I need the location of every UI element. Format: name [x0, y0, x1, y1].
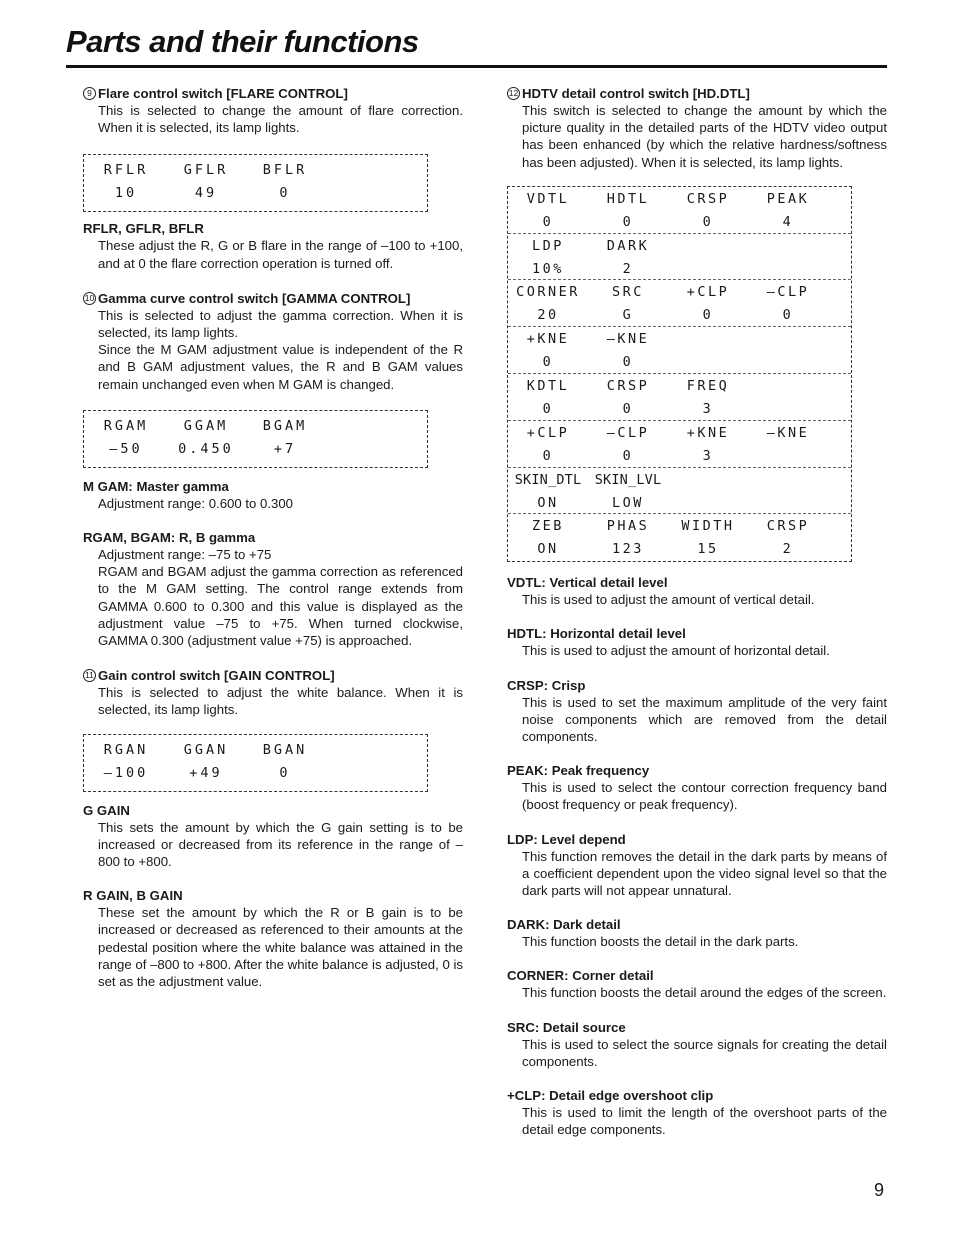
cell-value: 0 — [622, 447, 634, 464]
cell-value: 2 — [622, 260, 634, 277]
gain-display — [83, 734, 428, 792]
display-value: 0.450 — [178, 440, 234, 457]
cell-value: 123 — [612, 541, 644, 558]
cell-value: 3 — [702, 447, 714, 464]
cell-label: CORNER — [516, 284, 580, 301]
cell-label: SRC — [612, 284, 644, 301]
table-row — [508, 514, 851, 561]
cell-label: SKIN_LVL — [594, 471, 662, 488]
display-value: 0 — [279, 764, 291, 781]
cell-value: 3 — [702, 401, 714, 417]
cell-label: –KNE — [766, 424, 810, 441]
table-row — [508, 374, 851, 421]
gain-heading — [83, 667, 463, 684]
cell-value: 2 — [782, 541, 794, 558]
number-9-icon: 9 — [83, 87, 96, 100]
gain-body: This is selected to adjust the white balance. When it is selected, its lamp lights. — [98, 685, 463, 718]
ldp-term: LDP: Level depend — [507, 831, 626, 847]
mgam-body: Adjustment range: 0.600 to 0.300 — [98, 495, 294, 511]
display-value: 49 — [194, 185, 218, 202]
display-label: RFLR — [103, 162, 149, 179]
cell-label: +CLP — [526, 424, 570, 441]
cell-value: 15 — [697, 541, 719, 558]
right-column — [507, 85, 887, 1138]
cell-value: G — [622, 307, 634, 324]
g-gain-body: This sets the amount by which the G gain setting is to be increased or decreased from its reference in the range of –800 to +800. — [98, 819, 463, 870]
cell-value: 10% — [532, 260, 564, 277]
flare-display — [83, 154, 428, 212]
cell-label: CRSP — [686, 190, 730, 207]
cell-label: SKIN_DTL — [514, 471, 582, 488]
vdtl-text: This is used to adjust the amount of vertical detail. — [522, 592, 815, 608]
cell-value: 0 — [782, 307, 794, 324]
table-row — [508, 421, 851, 468]
cell-value: 0 — [622, 401, 634, 417]
cell-value: 0 — [542, 401, 554, 417]
crsp-term: CRSP: Crisp — [507, 677, 586, 693]
rbgam-body-2: RGAM and BGAM adjust the gamma correction as referenced to the M GAM setting. The control range extends from GAMMA 0.600 to 0.300 and this value is displayed as the adjustment value –75 to +75. When turned clockwise, GAMMA 0.300 (adjustment value +75) is approached. — [98, 564, 463, 649]
display-value: +49 — [189, 764, 223, 781]
cell-value: LOW — [612, 494, 644, 511]
cell-label: HDTL — [606, 190, 650, 207]
flare-heading-text: Flare control switch [FLARE CONTROL] — [98, 86, 348, 101]
cell-label: LDP — [532, 237, 564, 254]
hdtv-heading-text: HDTV detail control switch [HD.DTL] — [522, 86, 750, 101]
rbgam-body-1: Adjustment range: –75 to +75 — [98, 547, 272, 563]
table-row — [508, 468, 851, 515]
cell-label: –CLP — [766, 284, 810, 301]
cell-label: –CLP — [606, 424, 650, 441]
dark-term: DARK: Dark detail — [507, 917, 621, 933]
crsp-text: This is used to set the maximum amplitude of the very faint noise components which are removed from the detail components. — [522, 694, 887, 744]
display-value: 0 — [279, 185, 291, 202]
display-label: GGAM — [183, 417, 229, 434]
cell-value: 4 — [782, 213, 794, 230]
display-label: GGAN — [183, 741, 229, 758]
cell-label: KDTL — [526, 378, 570, 394]
flare-heading — [83, 85, 463, 102]
cell-value: 0 — [622, 213, 634, 230]
cell-value: ON — [537, 541, 559, 558]
gamma-heading-text: Gamma curve control switch [GAMMA CONTROL] — [98, 290, 411, 306]
page-number: 9 — [874, 1180, 885, 1200]
cell-label: +KNE — [686, 424, 730, 441]
cell-value: ON — [537, 494, 559, 511]
display-label: BGAM — [262, 417, 308, 434]
flare-sub-heading: RFLR, GFLR, BFLR — [83, 221, 204, 237]
cell-value: 20 — [537, 307, 559, 324]
flare-sub-body: These adjust the R, G or B flare in the range of –100 to +100, and at 0 the flare correction operation is turned off. — [98, 238, 463, 271]
src-term: SRC: Detail source — [507, 1019, 626, 1035]
title-rule — [66, 65, 887, 68]
rbgam-heading: RGAM, BGAM: R, B gamma — [83, 530, 256, 546]
cell-label: CRSP — [766, 518, 810, 535]
number-12-icon: 12 — [508, 88, 519, 98]
cell-label: CRSP — [606, 378, 650, 394]
cell-label: FREQ — [686, 378, 730, 394]
display-label: RGAN — [103, 741, 149, 758]
cell-label: –KNE — [606, 331, 650, 348]
cell-value: 0 — [542, 354, 554, 371]
peak-text: This is used to select the contour correction frequency band (boost frequency or peak frequency). — [522, 780, 887, 813]
hdtl-term: HDTL: Horizontal detail level — [507, 626, 686, 642]
display-value: –50 — [109, 440, 143, 457]
src-text: This is used to select the source signals for creating the detail components. — [522, 1036, 887, 1069]
cell-value: 0 — [622, 354, 634, 371]
corner-text: This function boosts the detail around the edges of the screen. — [522, 985, 887, 1001]
dark-text: This function boosts the detail in the dark parts. — [522, 934, 799, 950]
flare-body: This is selected to change the amount of flare correction. When it is selected, its lamp lights. — [98, 103, 463, 136]
cell-label: +CLP — [686, 284, 730, 301]
display-value: –100 — [103, 764, 149, 781]
peak-term: PEAK: Peak frequency — [507, 763, 650, 779]
clp-text: This is used to limit the length of the overshoot parts of the detail edge components. — [522, 1105, 887, 1138]
hdtv-heading — [507, 85, 887, 102]
cell-label: DARK — [606, 237, 650, 254]
gain-heading-text: Gain control switch [GAIN CONTROL] — [98, 668, 335, 684]
cell-value: 0 — [542, 213, 554, 230]
number-11-icon: 11 — [83, 669, 96, 682]
gamma-heading — [83, 290, 463, 307]
cell-value: 0 — [542, 447, 554, 464]
clp-term: +CLP: Detail edge overshoot clip — [507, 1088, 714, 1104]
cell-label: PHAS — [606, 518, 650, 535]
mgam-heading: M GAM: Master gamma — [83, 478, 229, 494]
cell-label: ZEB — [532, 518, 564, 535]
cell-value: 0 — [702, 213, 714, 230]
display-label: BGAN — [262, 741, 308, 758]
page-title: Parts and their functions — [66, 24, 419, 59]
cell-value: 0 — [702, 307, 714, 324]
table-row — [508, 234, 851, 281]
number-10-icon: 10 — [84, 292, 95, 303]
table-row — [508, 187, 851, 234]
gamma-body-2: Since the M GAM adjustment value is independent of the R and B GAM adjustment values, the R and B GAM values remain unchanged even when M GAM is changed. — [98, 342, 463, 392]
rb-gain-heading: R GAIN, B GAIN — [83, 888, 183, 904]
display-label: BFLR — [262, 162, 308, 179]
corner-term: CORNER: Corner detail — [507, 968, 654, 984]
hd-detail-table — [507, 186, 852, 562]
table-row — [508, 280, 851, 327]
left-column — [83, 85, 463, 990]
display-value: 10 — [114, 185, 138, 202]
cell-label: +KNE — [526, 331, 570, 348]
cell-label: VDTL — [526, 190, 570, 207]
cell-label: WIDTH — [681, 518, 735, 535]
table-row — [508, 327, 851, 374]
display-value: +7 — [273, 440, 297, 457]
cell-label: PEAK — [766, 190, 810, 207]
gamma-display — [83, 410, 428, 468]
g-gain-heading: G GAIN — [83, 802, 130, 818]
hdtv-body: This switch is selected to change the amount by which the picture quality in the detailed parts of the HDTV video output has been enhanced (by which the relative hardness/softness has been adjusted). When it is selected, its lamp lights. — [522, 103, 887, 170]
display-label: GFLR — [183, 162, 229, 179]
vdtl-term: VDTL: Vertical detail level — [507, 575, 668, 591]
display-label: RGAM — [103, 417, 149, 434]
ldp-text: This function removes the detail in the dark parts by means of a coefficient dependent upon the video signal level so that the dark parts will not appear unnatural. — [522, 848, 887, 899]
rb-gain-body: These set the amount by which the R or B gain is to be increased or decreased as referenced to their amounts at the pedestal position where the white balance was attained in the range of –800 to +800. After the white balance is adjusted, 0 is set as the adjustment value. — [98, 905, 463, 990]
gamma-body-1: This is selected to adjust the gamma correction. When it is selected, its lamp lights. — [98, 307, 463, 341]
hdtl-text: This is used to adjust the amount of horizontal detail. — [522, 643, 830, 659]
